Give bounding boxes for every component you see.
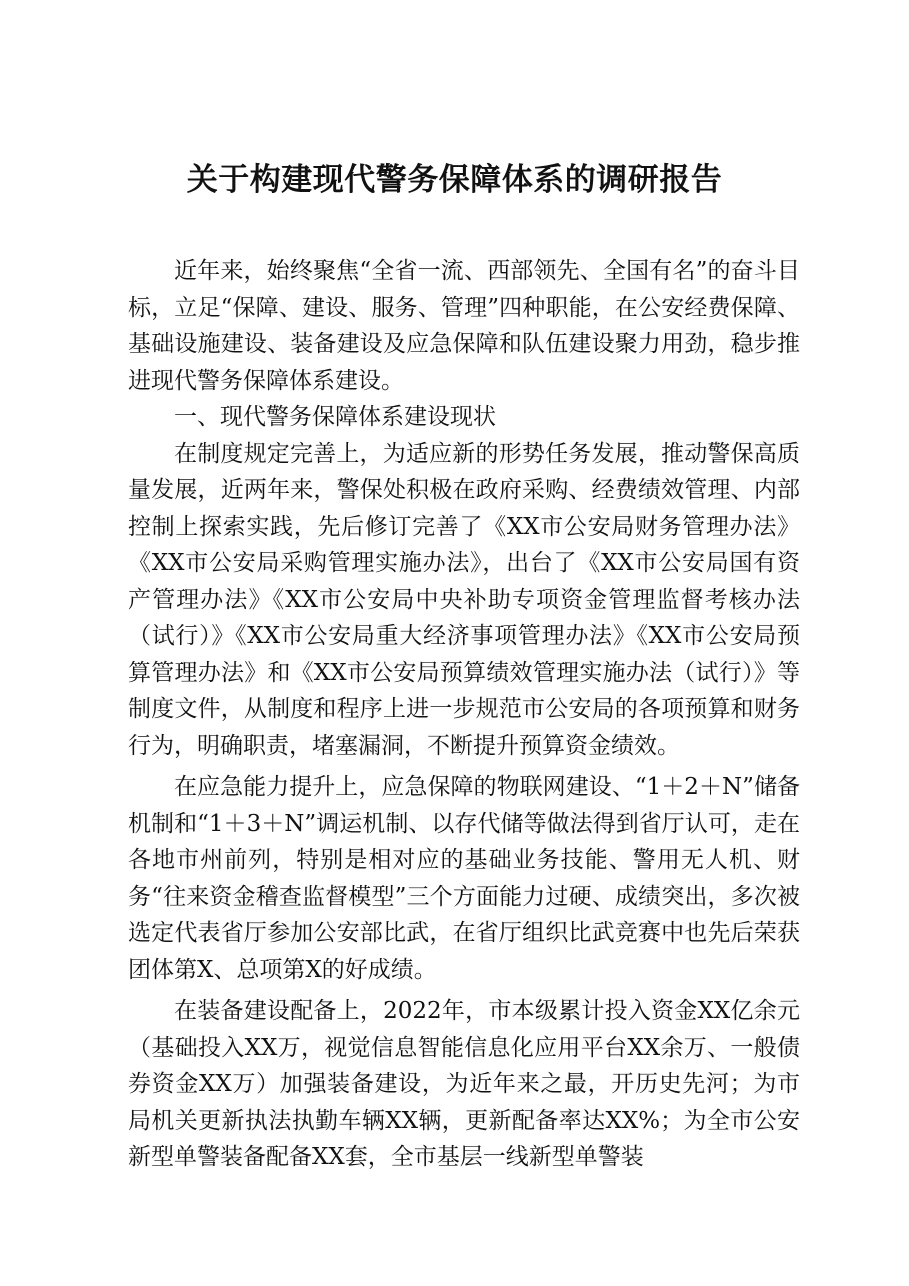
- intro-paragraph: 近年来，始终聚焦“全省一流、西部领先、全国有名”的奋斗目标，立足“保障、建设、服务、管理”四种职能，在公安经费保障、基础设施建设、装备建设及应急保障和队伍建设聚力用劲，稳步推进现代警务保障体系建设。: [128, 258, 800, 394]
- institution-paragraph: 在制度规定完善上，为适应新的形势任务发展，推动警保高质量发展，近两年来，警保处积极在政府采购、经费绩效管理、内部控制上探索实践，先后修订完善了《XX市公安局财务管理办法》《XX市公安局采购管理实施办法》，出台了《XX市公安局国有资产管理办法》《XX市公安局中央补助专项资金管理监督考核办法（试行）》《XX市公安局重大经济事项管理办法》《XX市公安局预算管理办法》和《XX市公安局预算绩效管理实施办法（试行）》等制度文件，从制度和程序上进一步规范市公安局的各项预算和财务行为，明确职责，堵塞漏洞，不断提升预算资金绩效。: [128, 440, 800, 759]
- document-body: [128, 253, 800, 1176]
- document-title: 关于构建现代警务保障体系的调研报告: [186, 162, 723, 198]
- emergency-paragraph: 在应急能力提升上，应急保障的物联网建设、“1＋2＋N”储备机制和“1＋3＋N”调运机制、以存代储等做法得到省厅认可，走在各地市州前列，特别是相对应的基础业务技能、警用无人机、财务“往来资金稽查监督模型”三个方面能力过硬、成绩突出，多次被选定代表省厅参加公安部比武，在省厅组织比武竞赛中也先后荣获团体第X、总项第X的好成绩。: [128, 774, 800, 983]
- equipment-paragraph: 在装备建设配备上，2022年，市本级累计投入资金XX亿余元（基础投入XX万，视觉信息智能信息化应用平台XX余万、一般债券资金XX万）加强装备建设，为近年来之最，开历史先河；为市局机关更新执法执勤车辆XX辆，更新配备率达XX%；为全市公安新型单警装备配备XX套，全市基层一线新型单警装: [128, 998, 800, 1170]
- section-heading: 一、现代警务保障体系建设现状: [174, 404, 496, 430]
